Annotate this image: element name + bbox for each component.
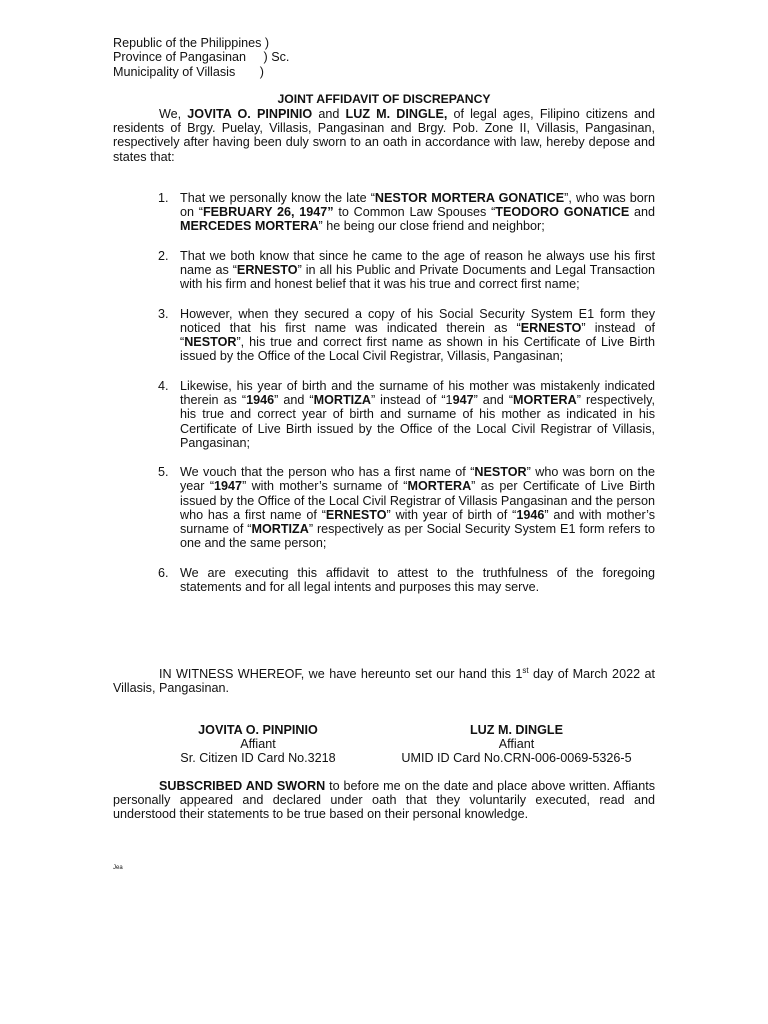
statement-item — [113, 307, 655, 364]
text: Likewise, his year of birth and the surname of his mother was mistakenly indicated therein as “ — [180, 378, 655, 408]
emphasis: 1947 — [214, 479, 243, 494]
text: to Common Law Spouses “ — [333, 205, 496, 220]
document-title: JOINT AFFIDAVIT OF DISCREPANCY — [277, 92, 491, 106]
item-number: 3. — [158, 306, 169, 321]
text: ” respectively as per Social Security System E1 form refers to one and the same person; — [180, 522, 655, 551]
emphasis: MORTERA — [513, 393, 577, 408]
witness-paragraph — [113, 667, 655, 695]
venue-line: Municipality of Villasis ) — [113, 64, 264, 79]
intro-paragraph — [113, 107, 655, 164]
text: ” who was born on the year “ — [180, 465, 655, 494]
text: We are executing this affidavit to attest to the truthfulness of the foregoing statements and for all legal intents and purposes this may serve. — [180, 565, 655, 594]
emphasis: MORTERA — [407, 479, 472, 494]
emphasis: NESTOR — [184, 335, 237, 350]
signatory-role: Affiant — [498, 737, 535, 752]
text: However, when they secured a copy of his Social Security System E1 form they noticed that his first name was indicated therein as “ — [180, 306, 655, 336]
item-number: 4. — [158, 378, 169, 393]
text: ” he being our close friend and neighbor; — [318, 219, 545, 234]
text: and — [629, 205, 656, 220]
signature-block-1 — [148, 723, 368, 766]
venue-line: Republic of the Philippines ) — [113, 36, 270, 50]
text: ” with mother’s surname of “ — [242, 479, 408, 494]
emphasis: NESTOR — [474, 465, 527, 480]
signatory-id: Sr. Citizen ID Card No.3218 — [180, 751, 336, 766]
emphasis: ERNESTO — [236, 263, 298, 278]
text: That we both know that since he came to the age of reason he always use his first name as “ — [180, 248, 655, 278]
signatory-name: JOVITA O. PINPINIO — [198, 723, 318, 737]
emphasis: 947 — [452, 393, 474, 408]
text: to before me on the date and place above written. Affiants personally appeared and declared under oath that they voluntarily executed, read and understood their statements to be true based on their personal knowledge. — [113, 779, 655, 822]
text: ”, his true and correct first name as shown in his Certificate of Live Birth issued by the Office of the Local Civil Registrar, Villasis, Pangasinan; — [180, 335, 655, 364]
text: IN WITNESS WHEREOF, we have hereunto set our hand this 1 — [159, 667, 523, 681]
statement-item — [113, 379, 655, 450]
emphasis: SUBSCRIBED AND SWORN — [159, 779, 326, 793]
item-number: 5. — [158, 465, 169, 480]
text: ” and “ — [274, 393, 314, 408]
text: ” as per Certificate of Live Birth issued by the Office of the Local Civil Registrar of Villasis Pangasinan and the person who has a first name of “ — [180, 479, 655, 522]
emphasis: MORTIZA — [313, 393, 371, 408]
emphasis: FEBRUARY 26, 1947” — [202, 205, 334, 220]
item-number: 2. — [158, 248, 169, 263]
affiant-name: LUZ M. DINGLE, — [345, 107, 448, 121]
text: ” in all his Public and Private Documents and Legal Transaction with his firm and honest belief that it was his true and correct first name; — [180, 263, 655, 292]
text: That we personally know the late “ — [180, 191, 375, 205]
emphasis: 1946 — [246, 393, 275, 408]
text: ” and “ — [473, 393, 514, 408]
emphasis: 1946 — [516, 507, 545, 522]
text: ” respectively, his true and correct year of birth and surname of his mother as indicated in his Certificate of Live Birth issued by the Office of the Local Civil Registrar of Villasis, Pangasinan; — [180, 393, 656, 450]
statement-item — [113, 566, 655, 594]
item-number: 1. — [158, 191, 169, 205]
text: ”, who was born on “ — [180, 191, 655, 220]
text: ” instead of “1 — [370, 393, 453, 408]
text: of legal ages, Filipino citizens and residents of Brgy. Puelay, Villasis, Pangasinan and Brgy. Pob. Zone II, Villasis, Pangasinan, respectively after having been duly sworn to an oath in accordance with law, hereby depose and states that: — [113, 107, 655, 164]
signatory-id: UMID ID Card No.CRN-006-0069-5326-5 — [401, 751, 632, 766]
emphasis: MORTIZA — [251, 522, 309, 537]
text: ” instead of “ — [180, 321, 655, 350]
affiant-name: JOVITA O. PINPINIO — [187, 107, 313, 121]
jurat-paragraph — [113, 779, 655, 822]
text: ” with year of birth of “ — [386, 507, 517, 522]
text: and — [312, 107, 346, 121]
statement-list — [113, 191, 655, 609]
typist-initials: Jea — [113, 865, 123, 871]
emphasis: NESTOR MORTERA GONATICE — [374, 191, 565, 205]
text: ” and with mother’s surname of “ — [180, 507, 655, 537]
venue-line: Province of Pangasinan ) Sc. — [113, 50, 290, 65]
signature-block-2 — [400, 723, 633, 766]
text: We, — [159, 107, 188, 121]
venue-block — [113, 36, 289, 79]
ordinal-suffix: st — [522, 665, 529, 675]
signatory-role: Affiant — [240, 737, 276, 752]
statement-item — [113, 249, 655, 292]
statement-item — [113, 465, 655, 550]
text: day of March 2022 at Villasis, Pangasinan. — [113, 667, 655, 696]
text: We vouch that the person who has a first name of “ — [180, 465, 475, 480]
emphasis: MERCEDES MORTERA — [180, 219, 319, 234]
item-number: 6. — [158, 565, 169, 580]
signatory-name: LUZ M. DINGLE — [469, 723, 564, 737]
emphasis: ERNESTO — [520, 321, 582, 336]
statement-item — [113, 191, 655, 234]
emphasis: ERNESTO — [325, 507, 387, 522]
emphasis: TEODORO GONATICE — [495, 205, 630, 220]
